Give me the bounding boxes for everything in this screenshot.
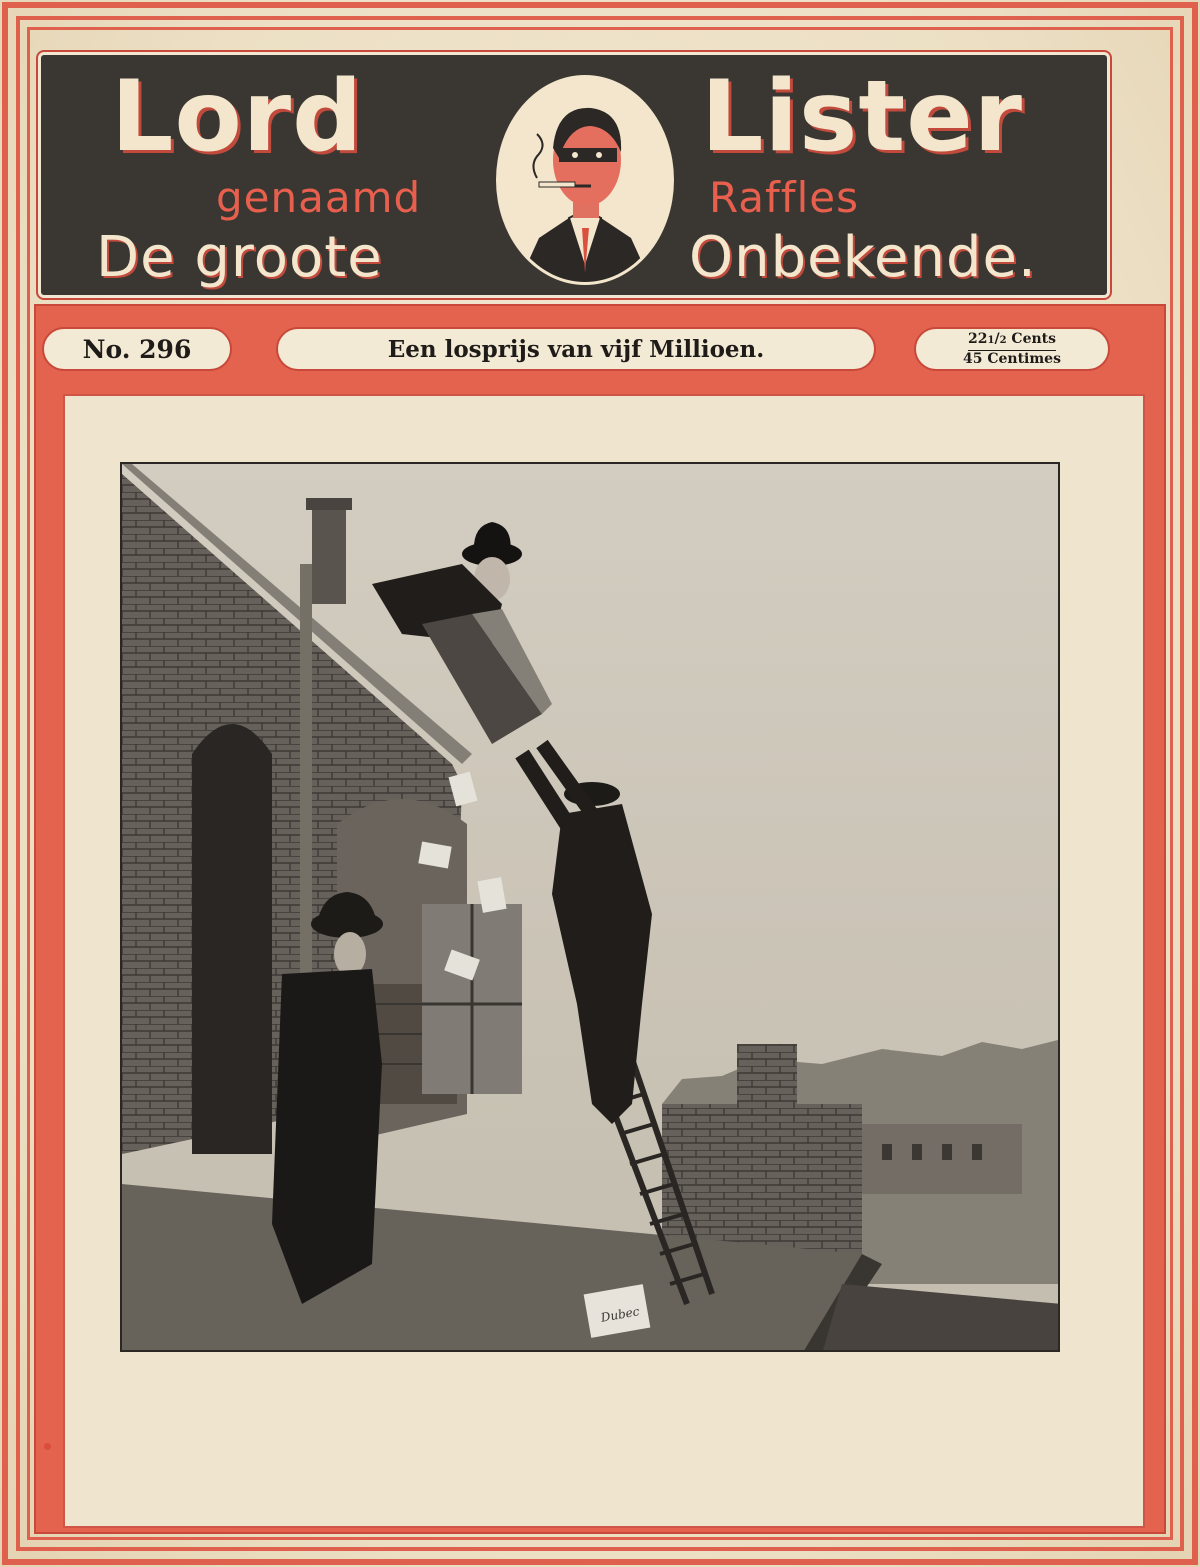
subtitle-de-groote: De groote [96,225,383,290]
price-cents-whole: 22 [968,330,988,347]
price-fraction-numerator: 1 [987,334,995,346]
price-cents-unit: Cents [1011,330,1056,347]
subtitle-raffles: Raffles [709,173,859,222]
price-cents: 22 1 / 2 Cents [968,331,1056,351]
price-badge [914,327,1110,371]
masthead [38,52,1110,298]
print-mark [44,1443,51,1450]
portrait-illustration [496,75,674,285]
rooftop-scene-illustration [122,464,1060,1352]
issue-title: Een losprijs van vijf Millioen. [276,327,876,371]
issue-number-badge: No. 296 [42,327,232,371]
card-brand: Dubec [599,1304,641,1325]
subtitle-onbekende: Onbekende. [689,225,1037,290]
title-lord: Lord [111,60,364,174]
cover-photograph [120,462,1060,1352]
title-lister: Lister [701,60,1024,174]
subtitle-genaamd: genaamd [216,173,422,222]
price-fraction-denominator: 2 [999,334,1007,346]
masked-man-icon [499,78,671,282]
price-centimes: 45 Centimes [963,350,1061,367]
